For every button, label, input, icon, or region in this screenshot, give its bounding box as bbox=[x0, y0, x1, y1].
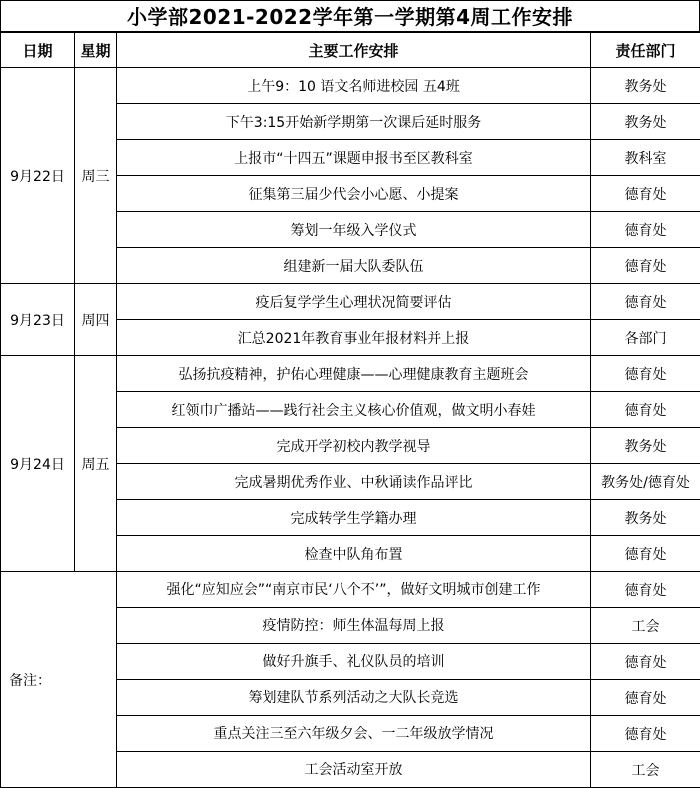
note-task-cell: 做好升旗手、礼仪队员的培训 bbox=[117, 644, 591, 680]
department-cell: 教科室 bbox=[591, 140, 700, 176]
weekday-cell: 周五 bbox=[75, 356, 117, 572]
date-cell: 9月23日 bbox=[1, 284, 75, 356]
department-cell: 教务处 bbox=[591, 68, 700, 104]
note-task-cell: 强化“应知应会”“南京市民‘八个不’”，做好文明城市创建工作 bbox=[117, 572, 591, 608]
task-cell: 疫后复学学生心理状况简要评估 bbox=[117, 284, 591, 320]
table-row bbox=[1, 356, 700, 392]
department-cell: 教务处 bbox=[591, 428, 700, 464]
note-task-cell: 重点关注三至六年级夕会、一二年级放学情况 bbox=[117, 716, 591, 752]
department-cell: 工会 bbox=[591, 752, 700, 788]
department-cell: 德育处 bbox=[591, 248, 700, 284]
header-date: 日期 bbox=[1, 33, 75, 68]
department-cell: 德育处 bbox=[591, 392, 700, 428]
schedule-table bbox=[0, 32, 700, 788]
date-cell: 9月24日 bbox=[1, 356, 75, 572]
department-cell: 德育处 bbox=[591, 644, 700, 680]
department-cell: 德育处 bbox=[591, 572, 700, 608]
department-cell: 教务处/德育处 bbox=[591, 464, 700, 500]
notes-label: 备注： bbox=[1, 572, 117, 788]
department-cell: 德育处 bbox=[591, 356, 700, 392]
page-title: 小学部2021-2022学年第一学期第4周工作安排 bbox=[0, 0, 700, 32]
weekday-cell: 周三 bbox=[75, 68, 117, 284]
department-cell: 德育处 bbox=[591, 284, 700, 320]
task-cell: 下午3:15开始新学期第一次课后延时服务 bbox=[117, 104, 591, 140]
table-row bbox=[1, 68, 700, 104]
department-cell: 德育处 bbox=[591, 536, 700, 572]
task-cell: 完成转学生学籍办理 bbox=[117, 500, 591, 536]
department-cell: 教务处 bbox=[591, 500, 700, 536]
note-task-cell: 筹划建队节系列活动之大队长竞选 bbox=[117, 680, 591, 716]
note-task-cell: 工会活动室开放 bbox=[117, 752, 591, 788]
task-cell: 检查中队角布置 bbox=[117, 536, 591, 572]
task-cell: 组建新一届大队委队伍 bbox=[117, 248, 591, 284]
task-cell: 弘扬抗疫精神，护佑心理健康——心理健康教育主题班会 bbox=[117, 356, 591, 392]
department-cell: 德育处 bbox=[591, 716, 700, 752]
department-cell: 教务处 bbox=[591, 104, 700, 140]
task-cell: 上午9：10 语文名师进校园 五4班 bbox=[117, 68, 591, 104]
department-cell: 德育处 bbox=[591, 212, 700, 248]
task-cell: 征集第三届少代会小心愿、小提案 bbox=[117, 176, 591, 212]
department-cell: 德育处 bbox=[591, 176, 700, 212]
department-cell: 德育处 bbox=[591, 680, 700, 716]
task-cell: 完成暑期优秀作业、中秋诵读作品评比 bbox=[117, 464, 591, 500]
department-cell: 工会 bbox=[591, 608, 700, 644]
task-cell: 红领巾广播站——践行社会主义核心价值观，做文明小春娃 bbox=[117, 392, 591, 428]
weekday-cell: 周四 bbox=[75, 284, 117, 356]
table-row bbox=[1, 284, 700, 320]
header-task: 主要工作安排 bbox=[117, 33, 591, 68]
task-cell: 完成开学初校内教学视导 bbox=[117, 428, 591, 464]
table-row bbox=[1, 572, 700, 608]
header-department: 责任部门 bbox=[591, 33, 700, 68]
task-cell: 筹划一年级入学仪式 bbox=[117, 212, 591, 248]
task-cell: 上报市“十四五”课题申报书至区教科室 bbox=[117, 140, 591, 176]
note-task-cell: 疫情防控：师生体温每周上报 bbox=[117, 608, 591, 644]
date-cell: 9月22日 bbox=[1, 68, 75, 284]
header-row bbox=[1, 33, 700, 68]
task-cell: 汇总2021年教育事业年报材料并上报 bbox=[117, 320, 591, 356]
header-weekday: 星期 bbox=[75, 33, 117, 68]
department-cell: 各部门 bbox=[591, 320, 700, 356]
